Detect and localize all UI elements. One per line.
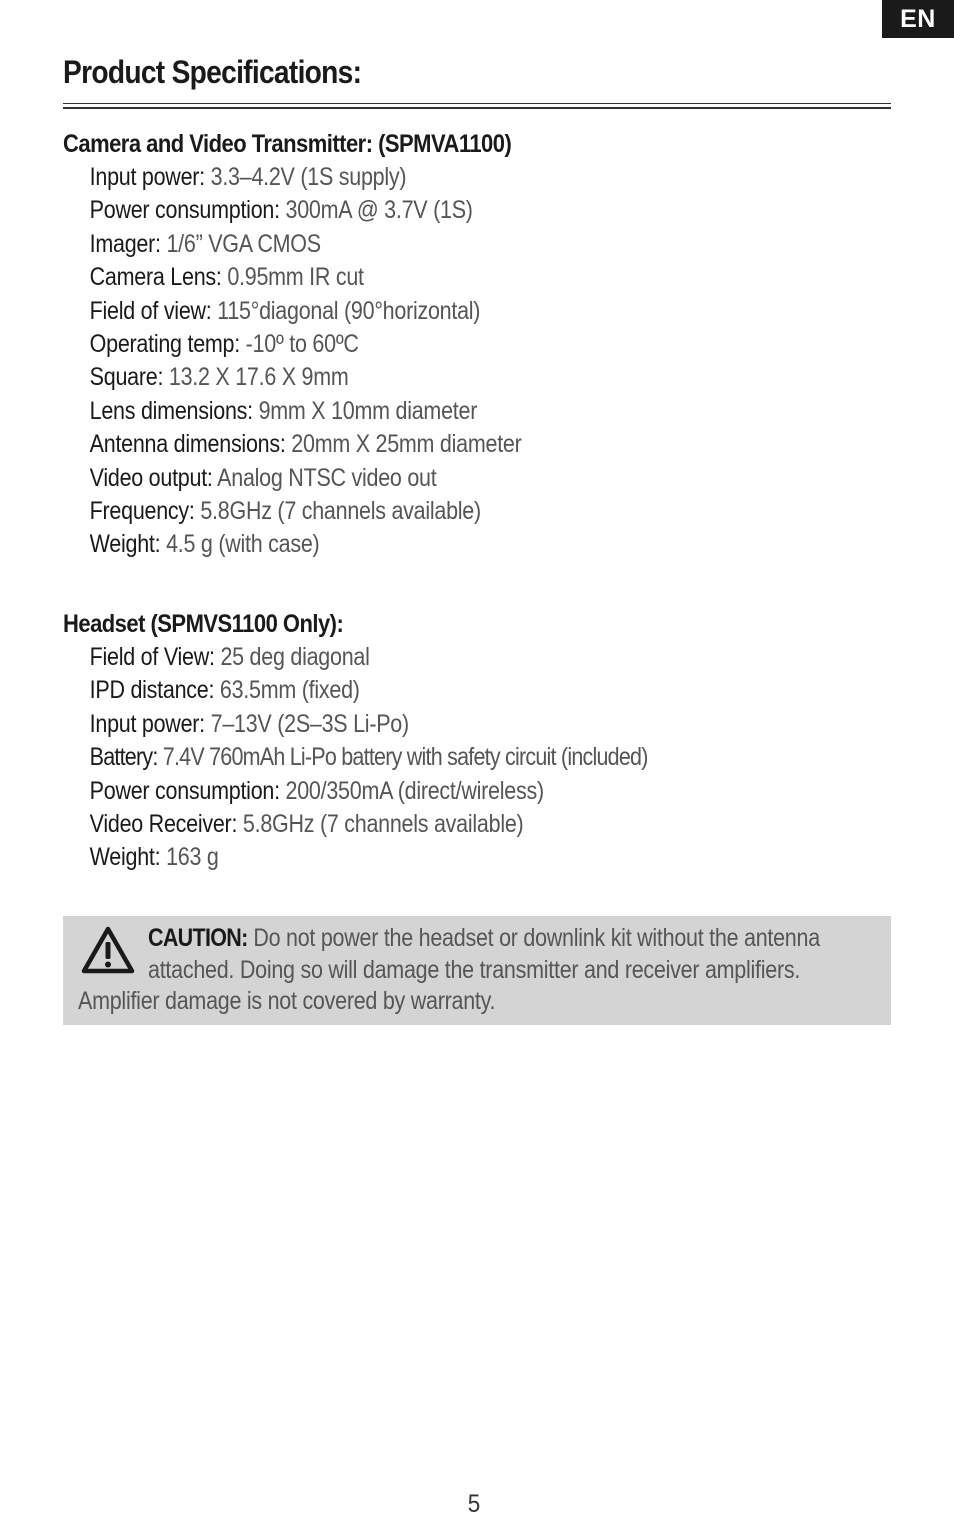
spec-row [63, 462, 775, 495]
spec-row [63, 775, 775, 808]
spec-label: Operating temp: [89, 329, 240, 358]
spec-row [63, 228, 775, 261]
caution-text-2: attached. Doing so will damage the transmitter and receiver amplifiers. [148, 956, 801, 984]
spec-label: Field of View: [89, 643, 215, 671]
spec-label: Video Receiver: [89, 809, 238, 838]
title-divider [63, 103, 891, 109]
caution-text-1: Do not power the headset or downlink kit without the antenna [253, 924, 820, 952]
spec-value: 300mA @ 3.7V (1S) [285, 196, 473, 225]
spec-label: IPD distance: [89, 676, 215, 705]
spec-label: Weight: [89, 530, 161, 559]
language-tab: EN [882, 0, 954, 38]
spec-label: Power consumption: [89, 196, 280, 225]
spec-value: 5.8GHz (7 channels available) [242, 809, 524, 838]
spec-row [63, 708, 775, 741]
camera-section-heading: Camera and Video Transmitter: (SPMVA1100) [63, 130, 512, 158]
spec-value: 13.2 X 17.6 X 9mm [168, 363, 349, 392]
spec-value: 9mm X 10mm diameter [258, 396, 478, 425]
spec-value: 7.4V 760mAh Li-Po battery with safety circuit (included) [162, 743, 648, 772]
spec-label: Power consumption: [89, 776, 280, 805]
caution-text-3: Amplifier damage is not covered by warranty. [78, 987, 496, 1015]
headset-section-heading: Headset (SPMVS1100 Only): [63, 610, 344, 638]
spec-value: 7–13V (2S–3S Li-Po) [210, 709, 409, 738]
spec-row [63, 808, 775, 841]
spec-value: 4.5 g (with case) [166, 530, 320, 559]
spec-value: 115°diagonal (90°horizontal) [217, 296, 481, 325]
spec-row [63, 495, 775, 528]
spec-value: 0.95mm IR cut [227, 263, 364, 292]
spec-label: Weight: [89, 843, 161, 872]
spec-row [63, 295, 775, 328]
spec-label: Imager: [89, 229, 161, 258]
camera-section [63, 127, 891, 562]
spec-label: Field of view: [89, 296, 212, 325]
spec-label: Square: [89, 363, 164, 392]
spec-label: Battery: [89, 743, 158, 772]
spec-label: Lens dimensions: [89, 396, 253, 425]
spec-value: 200/350mA (direct/wireless) [285, 776, 544, 805]
spec-value: 25 deg diagonal [220, 643, 370, 671]
spec-value: 3.3–4.2V (1S supply) [210, 163, 407, 191]
warning-triangle-icon [81, 926, 135, 974]
spec-row [63, 261, 775, 294]
spec-row [63, 428, 775, 461]
spec-row [63, 161, 775, 194]
headset-section [63, 607, 891, 875]
spec-row [63, 194, 775, 227]
spec-row [63, 741, 775, 774]
spec-row [63, 361, 775, 394]
spec-label: Video output: [89, 463, 213, 492]
spec-value: 63.5mm (fixed) [219, 676, 360, 705]
spec-label: Antenna dimensions: [89, 430, 286, 459]
spec-row [63, 528, 775, 561]
spec-value: 163 g [166, 843, 219, 872]
spec-label: Frequency: [89, 496, 195, 525]
spec-value: 5.8GHz (7 channels available) [200, 496, 481, 525]
spec-row [63, 641, 775, 674]
caution-line-1 [148, 922, 820, 954]
spec-value: -10º to 60ºC [245, 329, 359, 358]
page-number: 5 [467, 1490, 481, 1518]
page-title: Product Specifications: [63, 54, 362, 90]
spec-value: 20mm X 25mm diameter [291, 430, 522, 459]
spec-value: 1/6” VGA CMOS [166, 229, 321, 258]
spec-row [63, 328, 775, 361]
spec-label: Camera Lens: [89, 263, 222, 292]
spec-value: Analog NTSC video out [217, 463, 437, 492]
spec-label: Input power: [89, 709, 205, 738]
spec-row [63, 395, 775, 428]
spec-row [63, 674, 775, 707]
spec-row [63, 841, 775, 874]
spec-label: Input power: [89, 163, 205, 191]
caution-label: CAUTION: [148, 924, 248, 952]
caution-box [63, 916, 891, 1025]
